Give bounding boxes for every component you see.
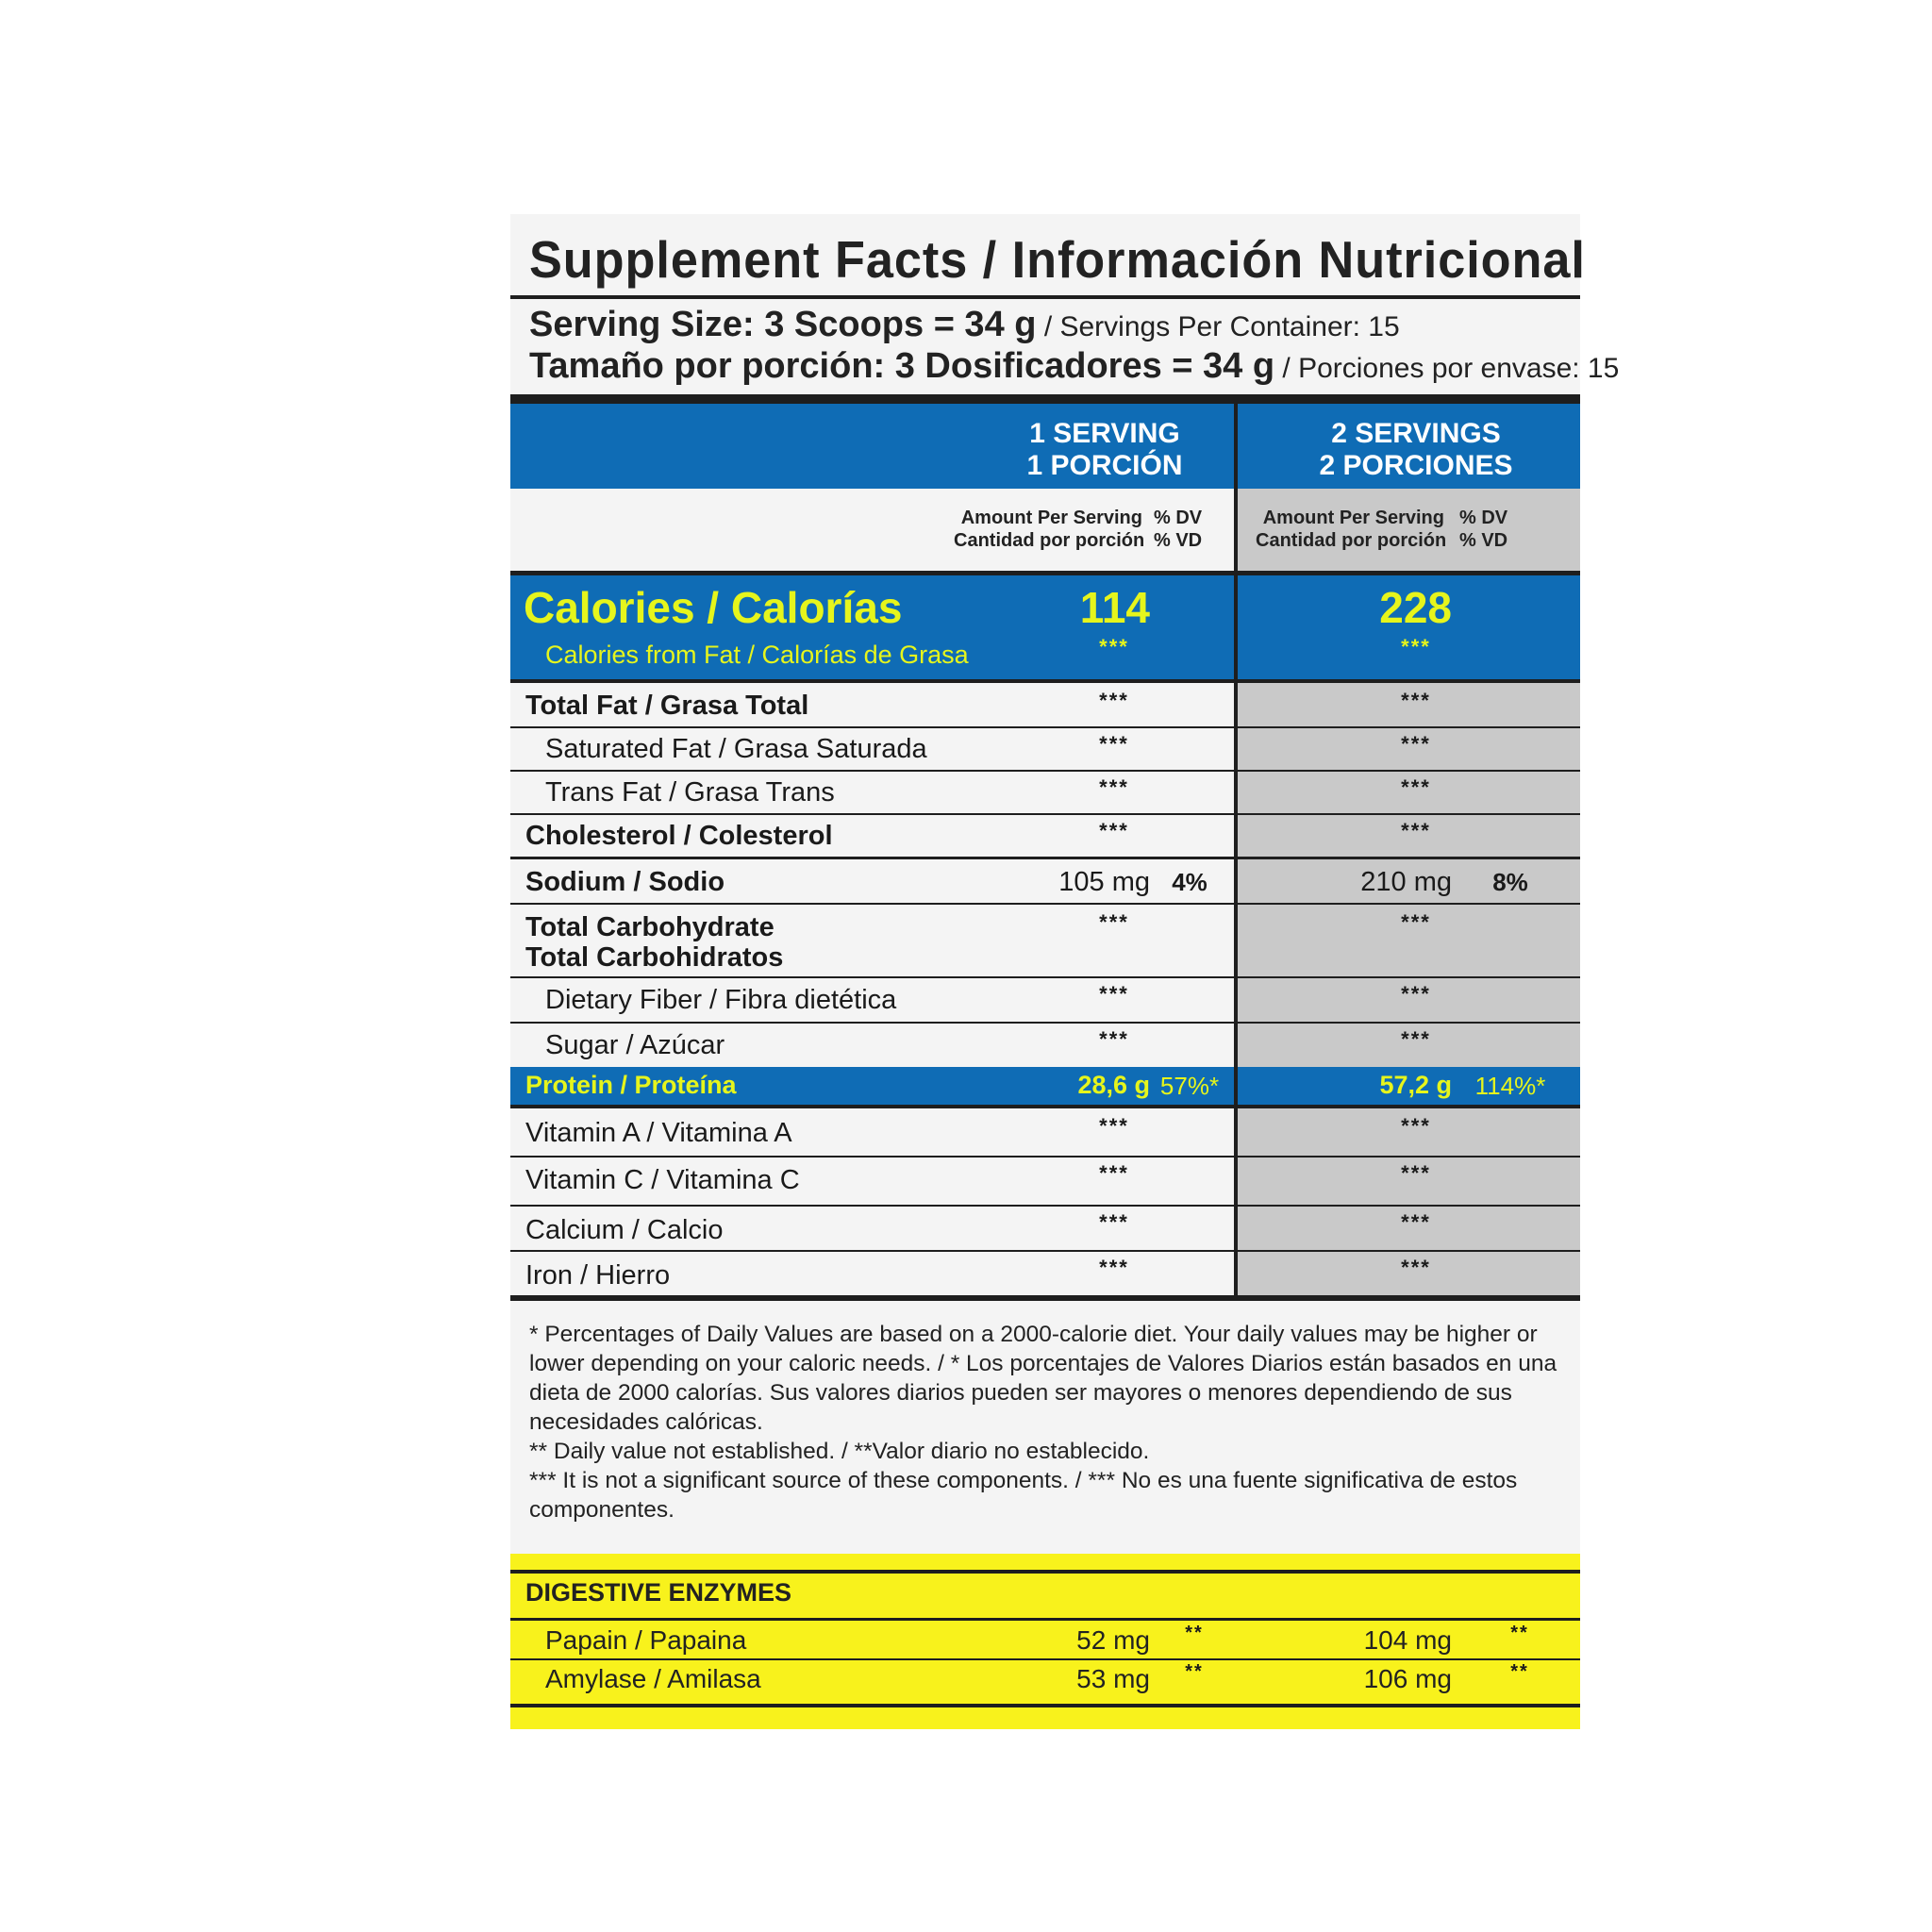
panel-title: Supplement Facts / Información Nutricional (529, 230, 1586, 289)
column-header-1-serving (982, 418, 1227, 482)
dv-label-es-1: % VD (1154, 530, 1203, 551)
enzyme-value-2: 104 mg (1363, 1625, 1452, 1655)
nutrient-value-1: *** (1099, 1027, 1129, 1051)
title-rule (510, 295, 1580, 299)
nutrient-row-cholesterol (510, 815, 1580, 857)
nutrient-row-total-carbohydrate (510, 905, 1580, 976)
nutrient-row-iron (510, 1252, 1580, 1295)
panel-bottom-space (510, 1729, 1580, 1771)
nutrient-value-1: *** (1099, 1161, 1129, 1185)
nutrient-value-1: 105 mg (1058, 867, 1150, 897)
servings-per-container-en: / Servings Per Container: 15 (1036, 311, 1400, 342)
nutrient-value-2: *** (1401, 819, 1431, 842)
nutrient-row-dietary-fiber (510, 978, 1580, 1022)
nutrient-label: Saturated Fat / Grasa Saturada (545, 734, 927, 764)
nutrient-value-1: *** (1099, 775, 1129, 799)
column-2-label-en: 2 SERVINGS (1331, 418, 1501, 449)
nutrient-value-2: 210 mg (1360, 867, 1452, 897)
nutrient-value-2: *** (1401, 1161, 1431, 1185)
nutrient-value-2: *** (1401, 1114, 1431, 1138)
nutrient-label: Total Fat / Grasa Total (525, 691, 809, 721)
nutrient-value-1: *** (1099, 1114, 1129, 1138)
dv-header-1 (1154, 507, 1202, 552)
nutrient-value-2: *** (1401, 982, 1431, 1006)
calories-from-fat-label: Calories from Fat / Calorías de Grasa (545, 641, 969, 669)
nutrient-dv-1: 57%* (1159, 1072, 1220, 1100)
amount-label-en-1: Amount Per Serving (960, 508, 1142, 528)
enzyme-row-amylase (510, 1660, 1580, 1698)
column-2-label-es: 2 PORCIONES (1319, 450, 1513, 481)
enzyme-label: Amylase / Amilasa (545, 1664, 761, 1693)
column-divider (1234, 404, 1238, 1295)
nutrient-label: Total Carbohydrate (525, 912, 774, 942)
nutrient-value-2: *** (1401, 1210, 1431, 1234)
enzyme-dv-2: ** (1510, 1623, 1529, 1643)
dv-label-es-2: % VD (1459, 530, 1508, 551)
supplement-facts-panel (510, 214, 1620, 1729)
nutrient-row-vitamin-a (510, 1108, 1580, 1156)
nutrient-value-2: *** (1401, 732, 1431, 756)
nutrient-value-1: *** (1099, 732, 1129, 756)
enzyme-value-1: 52 mg (1076, 1625, 1150, 1655)
footnote-not-significant: *** It is not a significant source of these components. / *** No es una fuente significativa de estos componentes. (529, 1468, 1518, 1523)
nutrient-label-es: Total Carbohidratos (525, 942, 784, 973)
amount-per-serving-1 (954, 507, 1145, 552)
enzyme-row-papain (510, 1621, 1580, 1658)
amount-per-serving-2 (1256, 507, 1447, 552)
header-thick-rule (510, 394, 1580, 404)
calories-from-fat-value-2: *** (1401, 635, 1431, 658)
nutrient-label: Trans Fat / Grasa Trans (545, 777, 835, 808)
nutrient-value-2: *** (1401, 775, 1431, 799)
amount-label-es-1: Cantidad por porción (954, 530, 1145, 551)
nutrient-value-1: *** (1099, 910, 1129, 934)
nutrient-label: Vitamin C / Vitamina C (525, 1165, 800, 1195)
column-header-2-servings (1265, 418, 1567, 482)
enzyme-label: Papain / Papaina (545, 1625, 747, 1655)
nutrient-value-1: *** (1099, 819, 1129, 842)
nutrient-value-1: *** (1099, 1256, 1129, 1279)
column-1-label-es: 1 PORCIÓN (1026, 450, 1183, 481)
nutrient-label: Iron / Hierro (525, 1260, 671, 1291)
enzyme-dv-2: ** (1510, 1661, 1529, 1682)
enzymes-bottom-rule (510, 1704, 1580, 1707)
nutrient-value-1: *** (1099, 689, 1129, 712)
enzymes-heading: DIGESTIVE ENZYMES (525, 1578, 792, 1607)
nutrient-row-calcium (510, 1207, 1580, 1250)
enzyme-dv-1: ** (1185, 1623, 1204, 1643)
nutrient-dv-1: 4% (1172, 868, 1208, 896)
dv-label-en-1: % DV (1154, 508, 1203, 528)
nutrient-label: Vitamin A / Vitamina A (525, 1118, 792, 1148)
servings-per-container-es: / Porciones por envase: 15 (1274, 353, 1620, 384)
nutrient-value-1: 28,6 g (1077, 1071, 1150, 1099)
nutrient-value-2: *** (1401, 910, 1431, 934)
enzyme-value-2: 106 mg (1363, 1664, 1452, 1693)
nutrient-value-2: *** (1401, 1256, 1431, 1279)
calories-value-1: 114 (1079, 583, 1150, 632)
nutrient-value-2: *** (1401, 1027, 1431, 1051)
nutrient-label: Protein / Proteína (525, 1071, 737, 1099)
nutrient-value-1: *** (1099, 982, 1129, 1006)
nutrient-label: Dietary Fiber / Fibra dietética (545, 985, 897, 1015)
nutrient-row-sodium (510, 859, 1580, 903)
nutrient-label: Sugar / Azúcar (545, 1030, 725, 1060)
dv-header-2 (1459, 507, 1507, 552)
nutrient-row-sugar (510, 1024, 1580, 1067)
calories-value-2: 228 (1379, 583, 1452, 632)
enzyme-value-1: 53 mg (1076, 1664, 1150, 1693)
footnotes (529, 1320, 1567, 1524)
nutrient-dv-2: 114%* (1474, 1072, 1546, 1100)
enzymes-top-rule (510, 1570, 1580, 1574)
nutrient-value-2: 57,2 g (1379, 1071, 1452, 1099)
calories-label: Calories / Calorías (524, 583, 903, 632)
amount-label-es-2: Cantidad por porción (1256, 530, 1447, 551)
calories-from-fat-value-1: *** (1099, 635, 1129, 658)
nutrient-value-1: *** (1099, 1210, 1129, 1234)
footnote-daily-values: * Percentages of Daily Values are based on a 2000-calorie diet. Your daily values may be higher or lower depending on your caloric needs. / * Los porcentajes de Valores Diarios están basados en una dieta de 2000 calorías. Sus valores diarios pueden ser mayores o menores dependiendo de sus necesidades calóricas. (529, 1322, 1557, 1435)
nutrient-label: Calcium / Calcio (525, 1215, 724, 1245)
column-1-label-en: 1 SERVING (1029, 418, 1180, 449)
nutrient-row-total-fat (510, 683, 1580, 726)
nutrient-row-vitamin-c (510, 1158, 1580, 1205)
nutrient-dv-2: 8% (1492, 868, 1528, 896)
nutrient-value-2: *** (1401, 689, 1431, 712)
nutrient-row-saturated-fat (510, 728, 1580, 770)
amount-label-en-2: Amount Per Serving (1262, 508, 1444, 528)
dv-label-en-2: % DV (1459, 508, 1508, 528)
nutrient-label: Sodium / Sodio (525, 867, 725, 897)
nutrient-row-trans-fat (510, 772, 1580, 813)
enzyme-dv-1: ** (1185, 1661, 1204, 1682)
serving-size-en: Serving Size: 3 Scoops = 34 g (529, 305, 1037, 344)
nutrient-label: Cholesterol / Colesterol (525, 821, 833, 851)
serving-line-es (529, 345, 1619, 394)
nutrient-row-protein (510, 1067, 1580, 1105)
serving-size-es: Tamaño por porción: 3 Dosificadores = 34 g (529, 346, 1275, 386)
footnote-not-established: ** Daily value not established. / **Valor diario no establecido. (529, 1439, 1150, 1464)
